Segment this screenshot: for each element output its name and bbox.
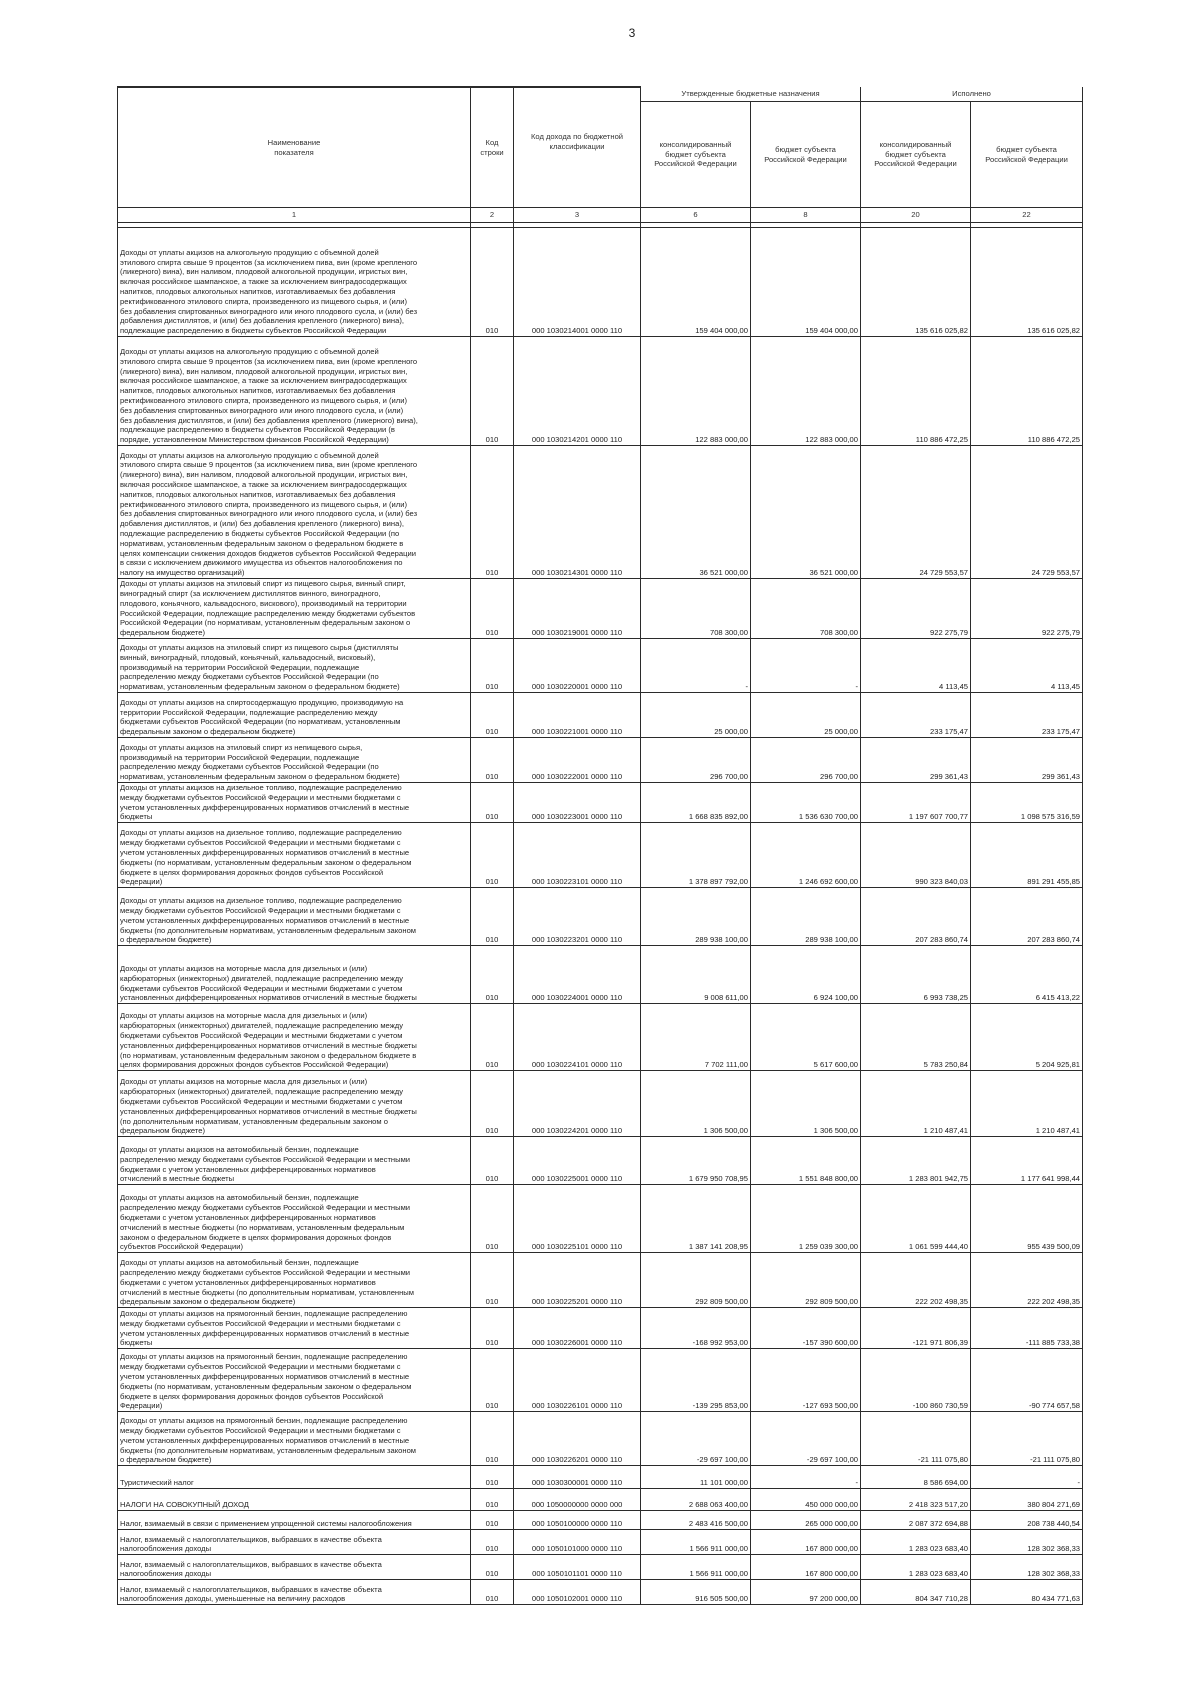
table-row bbox=[118, 1511, 1083, 1530]
row-cons-executed: 5 783 250,84 bbox=[861, 1004, 971, 1071]
row-cons-approved: 122 883 000,00 bbox=[641, 337, 751, 446]
colnum-cons-approved: 6 bbox=[641, 208, 751, 223]
row-subj-executed: 222 202 498,35 bbox=[971, 1253, 1083, 1308]
row-subj-executed: 1 177 641 998,44 bbox=[971, 1137, 1083, 1185]
row-cons-approved: 289 938 100,00 bbox=[641, 888, 751, 946]
row-subj-approved: -127 693 500,00 bbox=[751, 1349, 861, 1412]
row-subj-approved: 708 300,00 bbox=[751, 579, 861, 639]
row-cons-approved: 1 566 911 000,00 bbox=[641, 1555, 751, 1580]
row-cons-executed: 2 087 372 694,88 bbox=[861, 1511, 971, 1530]
row-cons-approved: 708 300,00 bbox=[641, 579, 751, 639]
table-row bbox=[118, 579, 1083, 639]
table-row bbox=[118, 693, 1083, 738]
row-cons-executed: -21 111 075,80 bbox=[861, 1412, 971, 1466]
row-subj-executed: 80 434 771,63 bbox=[971, 1580, 1083, 1605]
row-cons-approved: - bbox=[641, 639, 751, 693]
row-cons-executed: 233 175,47 bbox=[861, 693, 971, 738]
row-code: 010 bbox=[471, 228, 514, 337]
row-code: 010 bbox=[471, 1253, 514, 1308]
row-kbk: 000 1030221001 0000 110 bbox=[514, 693, 641, 738]
row-cons-executed: -100 860 730,59 bbox=[861, 1349, 971, 1412]
revenue-report-table bbox=[117, 86, 1083, 1605]
row-subj-approved: -29 697 100,00 bbox=[751, 1412, 861, 1466]
header-cons-executed: консолидированный бюджет субъекта Российской Федерации bbox=[861, 102, 971, 208]
row-cons-approved: 1 378 897 792,00 bbox=[641, 823, 751, 888]
row-cons-approved: 9 008 611,00 bbox=[641, 946, 751, 1004]
row-subj-approved: 1 259 039 300,00 bbox=[751, 1185, 861, 1253]
row-code: 010 bbox=[471, 579, 514, 639]
row-subj-executed: 299 361,43 bbox=[971, 738, 1083, 783]
row-code: 010 bbox=[471, 1580, 514, 1605]
row-cons-executed: 1 283 801 942,75 bbox=[861, 1137, 971, 1185]
row-name: Доходы от уплаты акцизов на автомобильный бензин, подлежащие распределению между бюджетами субъектов Российской Федерации и местными бюджетами с учетом установленных дифференцированных нормативов отчислений в местные бюджеты (по дополнительным нормативам, установленным федеральным законом о федеральном бюджете) bbox=[118, 1253, 471, 1308]
table-row bbox=[118, 1071, 1083, 1137]
row-kbk: 000 1050100000 0000 110 bbox=[514, 1511, 641, 1530]
row-code: 010 bbox=[471, 1308, 514, 1349]
row-cons-approved: 7 702 111,00 bbox=[641, 1004, 751, 1071]
row-cons-executed: 1 283 023 683,40 bbox=[861, 1530, 971, 1555]
row-cons-approved: 2 483 416 500,00 bbox=[641, 1511, 751, 1530]
row-kbk: 000 1050101000 0000 110 bbox=[514, 1530, 641, 1555]
table-row bbox=[118, 1580, 1083, 1605]
row-kbk: 000 1030220001 0000 110 bbox=[514, 639, 641, 693]
row-name: Налог, взимаемый с налогоплательщиков, выбравших в качестве объекта налогообложения доходы bbox=[118, 1530, 471, 1555]
table-row bbox=[118, 337, 1083, 446]
row-cons-approved: -168 992 953,00 bbox=[641, 1308, 751, 1349]
row-subj-approved: - bbox=[751, 1466, 861, 1489]
row-name: Доходы от уплаты акцизов на этиловый спирт из непищевого сырья, производимый на территории Российской Федерации, подлежащие распределению между бюджетами субъектов Российской Федерации (по нормативам, установленным федеральным законом о федеральном бюджете) bbox=[118, 738, 471, 783]
row-cons-approved: -139 295 853,00 bbox=[641, 1349, 751, 1412]
table-row bbox=[118, 946, 1083, 1004]
row-name: Доходы от уплаты акцизов на алкогольную продукцию с объемной долей этилового спирта свыше 9 процентов (за исключением пива, вин (кроме крепленого (ликерного) вина), вин наливом, плодовой алкогольной продукции, игристых вин, включая российское шампанское, а также за исключением винградосодержащих напитков, плодовых алкогольных напитков, изготавливаемых без добавления ректификованного этилового спирта, произведенного из пищевого сырья, и (или) без добавления спиртованных виноградного или иного плодового сусла, и (или) без добавления дистиллятов, и (или) без добавления крепленого (ликерного) вина), подлежащие распределению в бюджеты субъектов Российской Федерации (по нормативам, установленным федеральным законом о федеральном бюджете в целях компенсации снижения доходов бюджетов субъектов Российской Федерации в связи с исключением движимого имущества из объектов налогообложения по налогу на имущество организаций) bbox=[118, 446, 471, 579]
row-kbk: 000 1050101101 0000 110 bbox=[514, 1555, 641, 1580]
row-subj-approved: 1 306 500,00 bbox=[751, 1071, 861, 1137]
row-subj-approved: 1 536 630 700,00 bbox=[751, 783, 861, 823]
row-code: 010 bbox=[471, 783, 514, 823]
colnum-subj-approved: 8 bbox=[751, 208, 861, 223]
row-subj-executed: 380 804 271,69 bbox=[971, 1489, 1083, 1511]
row-name: Доходы от уплаты акцизов на прямогонный бензин, подлежащие распределению между бюджетами субъектов Российской Федерации и местными бюджетами с учетом установленных дифференцированных нормативов отчислений в местные бюджеты (по нормативам, установленным федеральным законом о федеральном бюджете в целях формирования дорожных фондов субъектов Российской Федерации) bbox=[118, 1349, 471, 1412]
row-code: 010 bbox=[471, 888, 514, 946]
row-code: 010 bbox=[471, 946, 514, 1004]
row-subj-approved: 6 924 100,00 bbox=[751, 946, 861, 1004]
row-subj-executed: 233 175,47 bbox=[971, 693, 1083, 738]
row-name: Туристический налог bbox=[118, 1466, 471, 1489]
row-cons-approved: 11 101 000,00 bbox=[641, 1466, 751, 1489]
row-code: 010 bbox=[471, 446, 514, 579]
row-cons-executed: 135 616 025,82 bbox=[861, 228, 971, 337]
row-subj-executed: 208 738 440,54 bbox=[971, 1511, 1083, 1530]
row-name: Доходы от уплаты акцизов на алкогольную продукцию с объемной долей этилового спирта свыше 9 процентов (за исключением пива, вин (кроме крепленого (ликерного) вина), вин наливом, плодовой алкогольной продукции, игристых вин, включая российское шампанское, а также за исключением винградосодержащих напитков, плодовых алкогольных напитков, изготавливаемых без добавления ректификованного этилового спирта, произведенного из пищевого сырья, и (или) без добавления спиртованных виноградного или иного плодового сусла, и (или) без добавления дистиллятов, и (или) без добавления крепленого (ликерного) вина), подлежащие распределению в бюджеты субъектов Российской Федерации (в порядке, установленном Министерством финансов Российской Федерации) bbox=[118, 337, 471, 446]
row-kbk: 000 1030224101 0000 110 bbox=[514, 1004, 641, 1071]
header-subj-approved: бюджет субъекта Российской Федерации bbox=[751, 102, 861, 208]
row-kbk: 000 1030214201 0000 110 bbox=[514, 337, 641, 446]
row-kbk: 000 1030225101 0000 110 bbox=[514, 1185, 641, 1253]
row-kbk: 000 1030223101 0000 110 bbox=[514, 823, 641, 888]
header-kbk: Код дохода по бюджетной классификации bbox=[514, 87, 641, 208]
row-code: 010 bbox=[471, 1137, 514, 1185]
colnum-subj-executed: 22 bbox=[971, 208, 1083, 223]
row-code: 010 bbox=[471, 1349, 514, 1412]
row-kbk: 000 1030223201 0000 110 bbox=[514, 888, 641, 946]
row-code: 010 bbox=[471, 1511, 514, 1530]
row-subj-approved: 167 800 000,00 bbox=[751, 1555, 861, 1580]
row-subj-approved: 167 800 000,00 bbox=[751, 1530, 861, 1555]
table-row bbox=[118, 888, 1083, 946]
row-kbk: 000 1030224201 0000 110 bbox=[514, 1071, 641, 1137]
page-number: 3 bbox=[628, 26, 636, 40]
row-subj-executed: 955 439 500,09 bbox=[971, 1185, 1083, 1253]
row-subj-approved: 159 404 000,00 bbox=[751, 228, 861, 337]
row-kbk: 000 1030300001 0000 110 bbox=[514, 1466, 641, 1489]
row-name: Налог, взимаемый с налогоплательщиков, выбравших в качестве объекта налогообложения доходы, уменьшенные на величину расходов bbox=[118, 1580, 471, 1605]
row-code: 010 bbox=[471, 1071, 514, 1137]
row-subj-executed: - bbox=[971, 1466, 1083, 1489]
row-subj-approved: - bbox=[751, 639, 861, 693]
row-subj-approved: 5 617 600,00 bbox=[751, 1004, 861, 1071]
row-cons-approved: 1 387 141 208,95 bbox=[641, 1185, 751, 1253]
row-cons-approved: 2 688 063 400,00 bbox=[641, 1489, 751, 1511]
row-cons-approved: -29 697 100,00 bbox=[641, 1412, 751, 1466]
row-subj-executed: 4 113,45 bbox=[971, 639, 1083, 693]
header-subj-executed: бюджет субъекта Российской Федерации bbox=[971, 102, 1083, 208]
row-cons-executed: 222 202 498,35 bbox=[861, 1253, 971, 1308]
row-subj-approved: 292 809 500,00 bbox=[751, 1253, 861, 1308]
row-cons-approved: 1 668 835 892,00 bbox=[641, 783, 751, 823]
row-name: Доходы от уплаты акцизов на моторные масла для дизельных и (или) карбюраторных (инжекторных) двигателей, подлежащие распределению между бюджетами субъектов Российской Федерации и местными бюджетами с учетом установленных дифференцированных нормативов отчислений в местные бюджеты (по нормативам, установленным федеральным законом о федеральном бюджете в целях формирования дорожных фондов субъектов Российской Федерации) bbox=[118, 1004, 471, 1071]
table-row bbox=[118, 1004, 1083, 1071]
table-row bbox=[118, 1412, 1083, 1466]
row-cons-approved: 1 566 911 000,00 bbox=[641, 1530, 751, 1555]
row-code: 010 bbox=[471, 337, 514, 446]
row-name: Доходы от уплаты акцизов на спиртосодержащую продукцию, производимую на территории Российской Федерации, подлежащие распределению между бюджетами субъектов Российской Федерации (по нормативам, установленным федеральным законом о федеральном бюджете) bbox=[118, 693, 471, 738]
row-code: 010 bbox=[471, 1555, 514, 1580]
table-row bbox=[118, 1137, 1083, 1185]
header-code: Код строки bbox=[471, 87, 514, 208]
row-cons-executed: 804 347 710,28 bbox=[861, 1580, 971, 1605]
table-row bbox=[118, 1530, 1083, 1555]
row-subj-executed: 891 291 455,85 bbox=[971, 823, 1083, 888]
row-subj-executed: 207 283 860,74 bbox=[971, 888, 1083, 946]
row-name: НАЛОГИ НА СОВОКУПНЫЙ ДОХОД bbox=[118, 1489, 471, 1511]
row-cons-approved: 916 505 500,00 bbox=[641, 1580, 751, 1605]
row-subj-approved: 1 551 848 800,00 bbox=[751, 1137, 861, 1185]
colnum-code: 2 bbox=[471, 208, 514, 223]
row-subj-executed: 128 302 368,33 bbox=[971, 1530, 1083, 1555]
row-cons-executed: 110 886 472,25 bbox=[861, 337, 971, 446]
header-cons-approved: консолидированный бюджет субъекта Российской Федерации bbox=[641, 102, 751, 208]
row-kbk: 000 1030219001 0000 110 bbox=[514, 579, 641, 639]
header-name: Наименование показателя bbox=[118, 87, 471, 208]
row-cons-executed: 922 275,79 bbox=[861, 579, 971, 639]
row-kbk: 000 1050102001 0000 110 bbox=[514, 1580, 641, 1605]
header-group-executed: Исполнено bbox=[861, 87, 1083, 102]
row-code: 010 bbox=[471, 1489, 514, 1511]
table-row bbox=[118, 783, 1083, 823]
row-cons-executed: 6 993 738,25 bbox=[861, 946, 971, 1004]
table-row bbox=[118, 1253, 1083, 1308]
row-code: 010 bbox=[471, 1530, 514, 1555]
row-kbk: 000 1030224001 0000 110 bbox=[514, 946, 641, 1004]
row-code: 010 bbox=[471, 1412, 514, 1466]
row-code: 010 bbox=[471, 693, 514, 738]
row-name: Доходы от уплаты акцизов на прямогонный бензин, подлежащие распределению между бюджетами субъектов Российской Федерации и местными бюджетами с учетом установленных дифференцированных нормативов отчислений в местные бюджеты bbox=[118, 1308, 471, 1349]
row-subj-approved: 296 700,00 bbox=[751, 738, 861, 783]
row-kbk: 000 1030223001 0000 110 bbox=[514, 783, 641, 823]
row-subj-approved: 289 938 100,00 bbox=[751, 888, 861, 946]
row-subj-executed: -90 774 657,58 bbox=[971, 1349, 1083, 1412]
header-group-approved: Утвержденные бюджетные назначения bbox=[641, 87, 861, 102]
table-row bbox=[118, 1466, 1083, 1489]
row-code: 010 bbox=[471, 738, 514, 783]
row-kbk: 000 1030226101 0000 110 bbox=[514, 1349, 641, 1412]
row-cons-executed: 1 197 607 700,77 bbox=[861, 783, 971, 823]
row-cons-executed: 8 586 694,00 bbox=[861, 1466, 971, 1489]
row-code: 010 bbox=[471, 639, 514, 693]
row-subj-executed: 110 886 472,25 bbox=[971, 337, 1083, 446]
row-kbk: 000 1030225001 0000 110 bbox=[514, 1137, 641, 1185]
row-name: Доходы от уплаты акцизов на алкогольную продукцию с объемной долей этилового спирта свыше 9 процентов (за исключением пива, вин (кроме крепленого (ликерного) вина), вин наливом, плодовой алкогольной продукции, игристых вин, включая российское шампанское, а также за исключением винградосодержащих напитков, плодовых алкогольных напитков, изготавливаемых без добавления ректификованного этилового спирта, произведенного из пищевого сырья, и (или) без добавления спиртованных виноградного или иного плодового сусла, и (или) без добавления дистиллятов, и (или) без добавления крепленого (ликерного) вина), подлежащие распределению в бюджеты субъектов Российской Федерации bbox=[118, 228, 471, 337]
table-row bbox=[118, 446, 1083, 579]
row-cons-executed: 990 323 840,03 bbox=[861, 823, 971, 888]
row-name: Доходы от уплаты акцизов на дизельное топливо, подлежащие распределению между бюджетами субъектов Российской Федерации и местными бюджетами с учетом установленных дифференцированных нормативов отчислений в местные бюджеты (по нормативам, установленным федеральным законом о федеральном бюджете в целях формирования дорожных фондов субъектов Российской Федерации) bbox=[118, 823, 471, 888]
row-cons-approved: 1 306 500,00 bbox=[641, 1071, 751, 1137]
row-name: Доходы от уплаты акцизов на прямогонный бензин, подлежащие распределению между бюджетами субъектов Российской Федерации и местными бюджетами с учетом установленных дифференцированных нормативов отчислений в местные бюджеты (по дополнительным нормативам, установленным федеральным законом о федеральном бюджете) bbox=[118, 1412, 471, 1466]
row-subj-executed: 5 204 925,81 bbox=[971, 1004, 1083, 1071]
colnum-cons-executed: 20 bbox=[861, 208, 971, 223]
colnum-kbk: 3 bbox=[514, 208, 641, 223]
row-subj-executed: 1 098 575 316,59 bbox=[971, 783, 1083, 823]
row-subj-approved: 97 200 000,00 bbox=[751, 1580, 861, 1605]
row-cons-executed: 4 113,45 bbox=[861, 639, 971, 693]
row-cons-executed: 207 283 860,74 bbox=[861, 888, 971, 946]
row-cons-executed: 1 210 487,41 bbox=[861, 1071, 971, 1137]
row-kbk: 000 1030225201 0000 110 bbox=[514, 1253, 641, 1308]
row-subj-approved: 265 000 000,00 bbox=[751, 1511, 861, 1530]
row-kbk: 000 1030214301 0000 110 bbox=[514, 446, 641, 579]
row-cons-executed: 24 729 553,57 bbox=[861, 446, 971, 579]
row-cons-approved: 292 809 500,00 bbox=[641, 1253, 751, 1308]
row-kbk: 000 1050000000 0000 000 bbox=[514, 1489, 641, 1511]
table-row bbox=[118, 1349, 1083, 1412]
table-row bbox=[118, 823, 1083, 888]
table-header bbox=[118, 87, 1083, 228]
row-cons-approved: 36 521 000,00 bbox=[641, 446, 751, 579]
row-cons-executed: 299 361,43 bbox=[861, 738, 971, 783]
row-kbk: 000 1030222001 0000 110 bbox=[514, 738, 641, 783]
table-row bbox=[118, 738, 1083, 783]
row-subj-approved: 450 000 000,00 bbox=[751, 1489, 861, 1511]
row-subj-executed: 128 302 368,33 bbox=[971, 1555, 1083, 1580]
table-row bbox=[118, 1308, 1083, 1349]
row-subj-executed: 24 729 553,57 bbox=[971, 446, 1083, 579]
row-name: Налог, взимаемый в связи с применением упрощенной системы налогообложения bbox=[118, 1511, 471, 1530]
row-subj-approved: -157 390 600,00 bbox=[751, 1308, 861, 1349]
row-name: Доходы от уплаты акцизов на моторные масла для дизельных и (или) карбюраторных (инжекторных) двигателей, подлежащие распределению между бюджетами субъектов Российской Федерации и местными бюджетами с учетом установленных дифференцированных нормативов отчислений в местные бюджеты bbox=[118, 946, 471, 1004]
table-row bbox=[118, 1185, 1083, 1253]
row-name: Доходы от уплаты акцизов на этиловый спирт из пищевого сырья, винный спирт, виноградный спирт (за исключением дистиллятов винного, виноградного, плодового, коньячного, кальвадосного, вискового), производимый на территории Российской Федерации, подлежащие распределению между бюджетами субъектов Российской Федерации (по нормативам, установленным федеральным законом о федеральном бюджете) bbox=[118, 579, 471, 639]
row-cons-approved: 1 679 950 708,95 bbox=[641, 1137, 751, 1185]
row-subj-executed: -111 885 733,38 bbox=[971, 1308, 1083, 1349]
row-name: Доходы от уплаты акцизов на автомобильный бензин, подлежащие распределению между бюджетами субъектов Российской Федерации и местными бюджетами с учетом установленных дифференцированных нормативов отчислений в местные бюджеты bbox=[118, 1137, 471, 1185]
table-row bbox=[118, 228, 1083, 337]
table-row bbox=[118, 639, 1083, 693]
row-subj-executed: -21 111 075,80 bbox=[971, 1412, 1083, 1466]
row-subj-executed: 1 210 487,41 bbox=[971, 1071, 1083, 1137]
row-name: Доходы от уплаты акцизов на автомобильный бензин, подлежащие распределению между бюджетами субъектов Российской Федерации и местными бюджетами с учетом установленных дифференцированных нормативов отчислений в местные бюджеты (по нормативам, установленным федеральным законом о федеральном бюджете в целях формирования дорожных фондов субъектов Российской Федерации) bbox=[118, 1185, 471, 1253]
row-subj-approved: 122 883 000,00 bbox=[751, 337, 861, 446]
row-code: 010 bbox=[471, 1185, 514, 1253]
table-row bbox=[118, 1489, 1083, 1511]
row-subj-executed: 922 275,79 bbox=[971, 579, 1083, 639]
row-subj-approved: 36 521 000,00 bbox=[751, 446, 861, 579]
row-cons-executed: 1 283 023 683,40 bbox=[861, 1555, 971, 1580]
row-cons-executed: -121 971 806,39 bbox=[861, 1308, 971, 1349]
row-name: Доходы от уплаты акцизов на этиловый спирт из пищевого сырья (дистилляты винный, виноградный, плодовый, коньячный, кальвадосный, висковый), производимый на территории Российской Федерации, подлежащие распределению между бюджетами субъектов Российской Федерации (по нормативам, установленным федеральным законом о федеральном бюджете) bbox=[118, 639, 471, 693]
table-row bbox=[118, 1555, 1083, 1580]
row-cons-approved: 25 000,00 bbox=[641, 693, 751, 738]
row-cons-executed: 1 061 599 444,40 bbox=[861, 1185, 971, 1253]
row-subj-executed: 6 415 413,22 bbox=[971, 946, 1083, 1004]
table-body bbox=[118, 228, 1083, 1605]
row-kbk: 000 1030226001 0000 110 bbox=[514, 1308, 641, 1349]
row-subj-executed: 135 616 025,82 bbox=[971, 228, 1083, 337]
row-name: Налог, взимаемый с налогоплательщиков, выбравших в качестве объекта налогообложения доходы bbox=[118, 1555, 471, 1580]
row-cons-approved: 296 700,00 bbox=[641, 738, 751, 783]
row-name: Доходы от уплаты акцизов на дизельное топливо, подлежащие распределению между бюджетами субъектов Российской Федерации и местными бюджетами с учетом установленных дифференцированных нормативов отчислений в местные бюджеты (по дополнительным нормативам, установленным федеральным законом о федеральном бюджете) bbox=[118, 888, 471, 946]
row-kbk: 000 1030214001 0000 110 bbox=[514, 228, 641, 337]
row-kbk: 000 1030226201 0000 110 bbox=[514, 1412, 641, 1466]
row-code: 010 bbox=[471, 823, 514, 888]
row-cons-approved: 159 404 000,00 bbox=[641, 228, 751, 337]
row-name: Доходы от уплаты акцизов на дизельное топливо, подлежащие распределению между бюджетами субъектов Российской Федерации и местными бюджетами с учетом установленных дифференцированных нормативов отчислений в местные бюджеты bbox=[118, 783, 471, 823]
row-subj-approved: 1 246 692 600,00 bbox=[751, 823, 861, 888]
colnum-name: 1 bbox=[118, 208, 471, 223]
row-subj-approved: 25 000,00 bbox=[751, 693, 861, 738]
row-name: Доходы от уплаты акцизов на моторные масла для дизельных и (или) карбюраторных (инжекторных) двигателей, подлежащие распределению между бюджетами субъектов Российской Федерации и местными бюджетами с учетом установленных дифференцированных нормативов отчислений в местные бюджеты (по дополнительным нормативам, установленным федеральным законом о федеральном бюджете) bbox=[118, 1071, 471, 1137]
row-code: 010 bbox=[471, 1466, 514, 1489]
row-code: 010 bbox=[471, 1004, 514, 1071]
row-cons-executed: 2 418 323 517,20 bbox=[861, 1489, 971, 1511]
